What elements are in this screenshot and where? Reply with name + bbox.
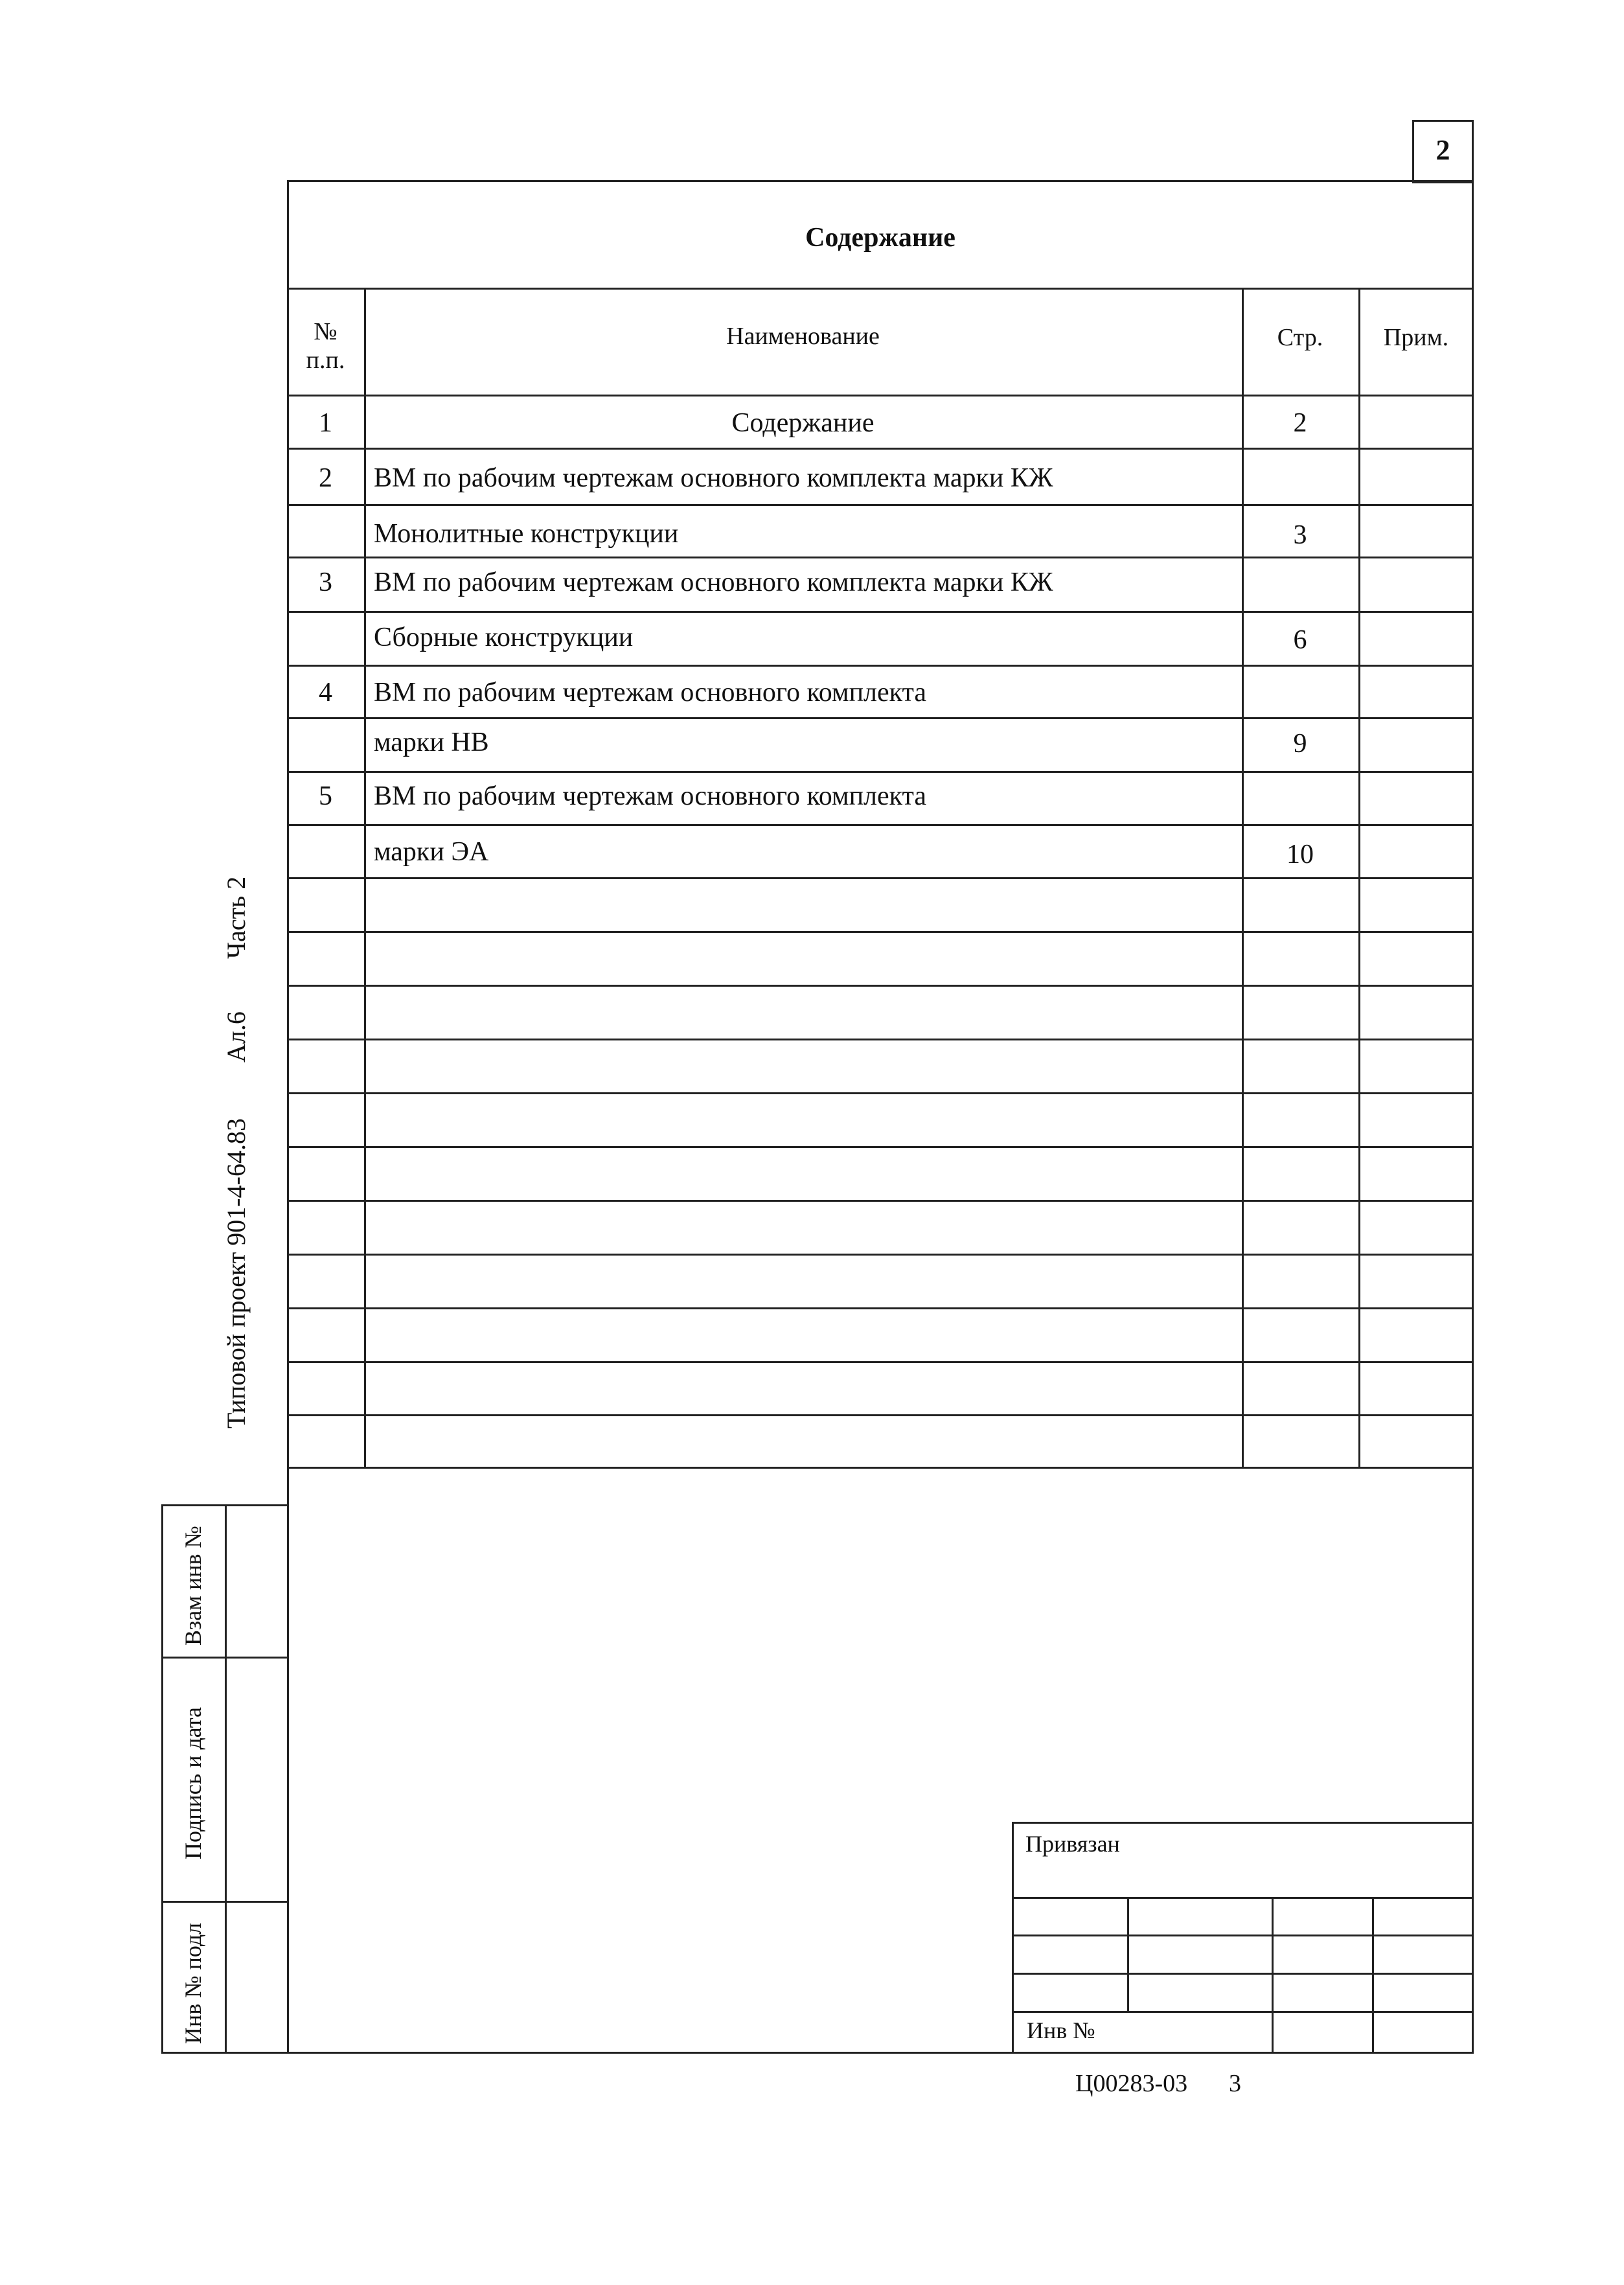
vzam-inv-label: Взам инв № <box>180 1526 206 1646</box>
row-line <box>287 448 1474 450</box>
row-page: 2 <box>1293 408 1307 438</box>
margin-album-label: Ал.6 <box>222 1011 251 1062</box>
row-line <box>287 557 1474 558</box>
row-line <box>287 1414 1474 1416</box>
header-name: Наименование <box>726 323 880 350</box>
stamp-col <box>1127 1897 1129 2011</box>
row-page: 9 <box>1293 729 1307 759</box>
stamp-inv: Инв № <box>1027 2017 1095 2043</box>
margin-part-label: Часть 2 <box>222 876 251 959</box>
row-line <box>287 931 1474 933</box>
title-divider <box>287 288 1474 290</box>
row-line <box>287 611 1474 613</box>
side-stamp-divider <box>225 1504 227 2054</box>
podpis-data-label: Подпись и дата <box>180 1707 206 1859</box>
row-name: Монолитные конструкции <box>374 519 679 549</box>
row-line <box>287 771 1474 773</box>
row-page: 10 <box>1287 840 1314 869</box>
row-page: 3 <box>1293 520 1307 550</box>
row-line <box>287 1361 1474 1363</box>
row-name: ВМ по рабочим чертежам основного комплекта <box>374 678 927 707</box>
side-stamp-row-line <box>161 1901 289 1903</box>
sheet-number: 2 <box>1435 134 1450 166</box>
stamp-line <box>1012 2011 1474 2013</box>
row-line <box>287 1200 1474 1202</box>
stamp-col <box>1372 1897 1374 2054</box>
row-line <box>287 1146 1474 1148</box>
margin-project-label: Типовой проект 901-4-64.83 <box>222 1118 251 1429</box>
row-line <box>287 1039 1474 1040</box>
row-line <box>287 824 1474 826</box>
row-name: ВМ по рабочим чертежам основного комплекта марки КЖ <box>374 568 1053 597</box>
row-line <box>287 985 1474 987</box>
header-divider <box>287 395 1474 396</box>
row-name: марки ЭА <box>374 837 489 867</box>
row-name: ВМ по рабочим чертежам основного комплекта <box>374 781 927 811</box>
row-name: марки НВ <box>374 728 489 757</box>
row-line <box>287 665 1474 667</box>
row-line <box>287 504 1474 506</box>
row-line <box>287 1467 1474 1469</box>
stamp-col <box>1272 1897 1274 2054</box>
stamp-line <box>1012 1973 1474 1975</box>
row-line <box>287 877 1474 879</box>
page-title: Содержание <box>805 223 955 253</box>
row-name: Содержание <box>731 408 875 438</box>
row-num: 1 <box>319 408 332 438</box>
footer-code: Ц00283-03 <box>1075 2070 1188 2097</box>
header-page: Стр. <box>1277 324 1323 351</box>
row-line <box>287 717 1474 719</box>
row-line <box>287 1092 1474 1094</box>
row-num: 5 <box>319 781 332 811</box>
row-num: 3 <box>319 568 332 597</box>
side-stamp-row-line <box>161 1657 289 1659</box>
header-note: Прим. <box>1383 324 1449 351</box>
row-num: 4 <box>319 678 332 707</box>
stamp-privyazan: Привязан <box>1025 1831 1120 1857</box>
row-name: ВМ по рабочим чертежам основного комплекта марки КЖ <box>374 463 1053 493</box>
row-line <box>287 1307 1474 1309</box>
header-num: № п.п. <box>306 318 345 374</box>
row-line <box>287 1254 1474 1256</box>
row-name: Сборные конструкции <box>374 623 634 652</box>
row-num: 2 <box>319 463 332 493</box>
inv-podl-label: Инв № подл <box>180 1922 206 2044</box>
stamp-line <box>1012 1935 1474 1936</box>
row-page: 6 <box>1293 625 1307 655</box>
footer-page: 3 <box>1229 2070 1241 2097</box>
main-frame <box>287 180 1474 2054</box>
stamp-line <box>1012 1897 1474 1899</box>
